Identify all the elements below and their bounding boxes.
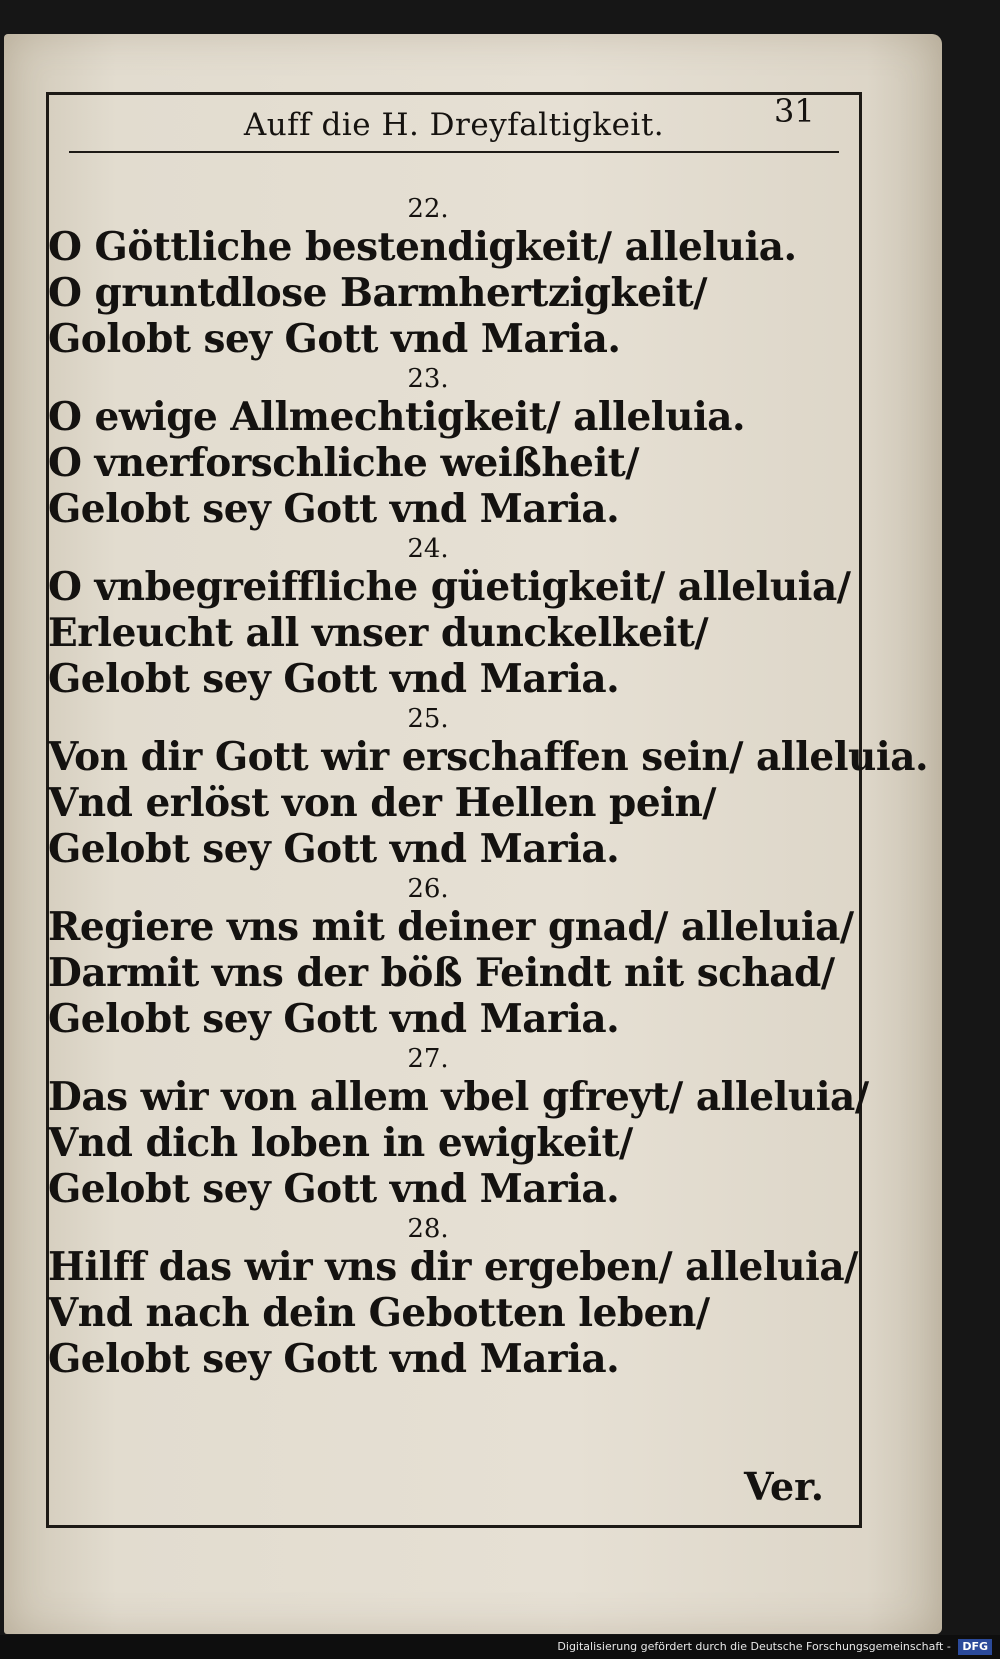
verse-line: Das wir von allem vbel gfreyt/ alleluia/ [48, 1074, 869, 1120]
dfg-logo-icon: DFG [958, 1639, 992, 1655]
verse-line: Vnd nach dein Gebotten leben/ [48, 1290, 710, 1336]
verse-line: Gelobt sey Gott vnd Maria. [48, 1336, 620, 1382]
verse-line: Gelobt sey Gott vnd Maria. [48, 826, 620, 872]
verse-line: O vnerforschliche weißheit/ [48, 440, 640, 486]
stanza [48, 1044, 869, 1212]
catchword: Ver. [744, 1464, 824, 1509]
verse-line: Hilff das wir vns dir ergeben/ alleluia/ [48, 1244, 858, 1290]
verse-line: Darmit vns der böß Feindt nit schad/ [48, 950, 835, 996]
page-number: 31 [774, 92, 815, 130]
verse-line: O vnbegreiffliche güetigkeit/ alleluia/ [48, 564, 851, 610]
stanza [48, 704, 929, 872]
verse-line: Vnd dich loben in ewigkeit/ [48, 1120, 633, 1166]
verse-line: O ewige Allmechtigkeit/ alleluia. [48, 394, 746, 440]
verse-line: Von dir Gott wir erschaffen sein/ alleluia. [48, 734, 929, 780]
verse-line: Gelobt sey Gott vnd Maria. [48, 996, 620, 1042]
verse-line: Gelobt sey Gott vnd Maria. [48, 1166, 620, 1212]
verse-line: Golobt sey Gott vnd Maria. [48, 316, 621, 362]
verse-line: O gruntdlose Barmhertzigkeit/ [48, 270, 707, 316]
stanza-number: 26. [407, 874, 449, 904]
verse-line: Erleucht all vnser dunckelkeit/ [48, 610, 709, 656]
stanza [48, 874, 854, 1042]
stanza [48, 534, 851, 702]
stanza [48, 194, 848, 362]
running-header [69, 103, 839, 153]
stanza-number: 23. [407, 364, 449, 394]
verse-line: Gelobt sey Gott vnd Maria. [48, 656, 620, 702]
verse-line: Gelobt sey Gott vnd Maria. [48, 486, 620, 532]
running-title: Auff die H. Dreyfaltigkeit. [243, 107, 665, 143]
stanza-number: 24. [407, 534, 449, 564]
verse-line: O Göttliche bestendigkeit/ alleluia. [48, 224, 797, 270]
stanza-number: 25. [407, 704, 449, 734]
verse-line: Vnd erlöst von der Hellen pein/ [48, 780, 717, 826]
stanza-number: 27. [407, 1044, 449, 1074]
book-page [4, 34, 942, 1634]
stanza [48, 1214, 858, 1382]
stanza [48, 364, 848, 532]
digitization-footer [0, 1635, 1000, 1659]
stanza-number: 28. [407, 1214, 449, 1244]
verse-line: Regiere vns mit deiner gnad/ alleluia/ [48, 904, 854, 950]
stanza-number: 22. [407, 194, 449, 224]
footer-text: Digitalisierung gefördert durch die Deutsche Forschungsgemeinschaft - [557, 1640, 951, 1653]
